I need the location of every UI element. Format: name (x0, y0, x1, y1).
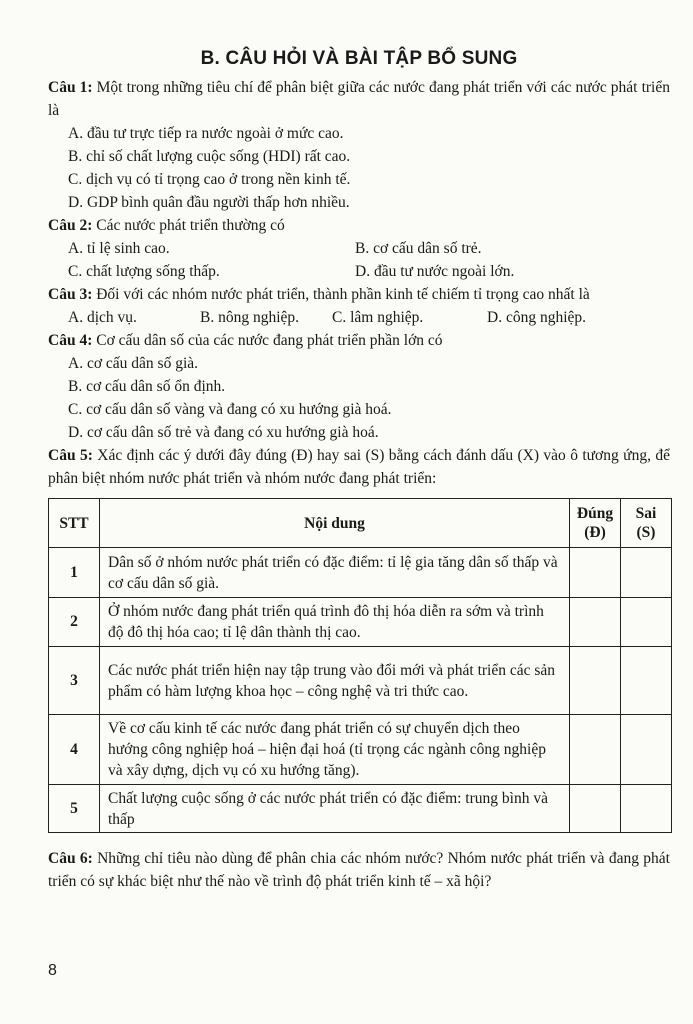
question-4-option-d: D. cơ cấu dân số trẻ và đang có xu hướng già hoá. (68, 424, 379, 441)
question-4 (48, 329, 670, 444)
question-4-option-c: C. cơ cấu dân số vàng và đang có xu hướng già hoá. (68, 401, 392, 418)
question-2-text: Các nước phát triển thường có (92, 217, 285, 234)
table-row (49, 647, 672, 715)
table-row (49, 598, 672, 647)
question-1 (48, 76, 670, 214)
question-1-option-c: C. dịch vụ có tỉ trọng cao ở trong nền kinh tế. (68, 171, 351, 188)
header-sai (621, 499, 672, 548)
question-1-stem (48, 76, 670, 122)
page-number: 8 (48, 962, 57, 979)
question-4-text: Cơ cấu dân số của các nước đang phát triển phần lớn có (92, 332, 443, 349)
row-stt: 2 (49, 598, 100, 647)
question-2-option-a: A. tỉ lệ sinh cao. (68, 240, 170, 257)
header-content: Nội dung (100, 499, 570, 548)
question-4-option-a: A. cơ cấu dân số già. (68, 355, 199, 372)
question-1-label: Câu 1: (48, 79, 93, 96)
sai-checkbox-cell[interactable] (621, 715, 672, 785)
question-1-option-a: A. đầu tư trực tiếp ra nước ngoài ở mức cao. (68, 125, 344, 142)
question-3 (48, 283, 670, 329)
section-title: B. CÂU HỎI VÀ BÀI TẬP BỔ SUNG (200, 48, 518, 69)
question-2-option-b: B. cơ cấu dân số trẻ. (355, 240, 482, 257)
question-3-option-c: C. lâm nghiệp. (332, 309, 424, 326)
header-stt: STT (49, 499, 100, 548)
dung-checkbox-cell[interactable] (570, 715, 621, 785)
row-content: Ở nhóm nước đang phát triển quá trình đô thị hóa diễn ra sớm và trình độ đô thị hóa cao; tỉ lệ dân thành thị cao. (100, 598, 570, 647)
table-row (49, 785, 672, 833)
row-content: Về cơ cấu kinh tế các nước đang phát triển có sự chuyển dịch theo hướng công nghiệp hoá – hiện đại hoá (tỉ trọng các ngành công nghiệp và xây dựng, dịch vụ có xu hướng tăng). (100, 715, 570, 785)
question-2 (48, 214, 670, 283)
question-2-stem (48, 214, 670, 237)
question-5-text: Xác định các ý dưới đây đúng (Đ) hay sai (S) bằng cách đánh dấu (X) vào ô tương ứng, để phân biệt nhóm nước phát triển và nhóm nước đang phát triển: (48, 447, 670, 487)
question-2-label: Câu 2: (48, 217, 93, 234)
question-3-text: Đối với các nhóm nước phát triển, thành phần kinh tế chiếm tỉ trọng cao nhất là (92, 286, 590, 303)
row-content: Dân số ở nhóm nước phát triển có đặc điểm: tỉ lệ gia tăng dân số thấp và cơ cấu dân số già. (100, 548, 570, 598)
dung-checkbox-cell[interactable] (570, 548, 621, 598)
question-5 (48, 444, 670, 833)
row-content: Các nước phát triển hiện nay tập trung vào đổi mới và phát triển các sản phẩm có hàm lượng khoa học – công nghệ và tri thức cao. (100, 647, 570, 715)
question-6-label: Câu 6: (48, 850, 93, 867)
question-6-stem (48, 847, 670, 893)
question-5-stem (48, 444, 670, 490)
question-1-option-d: D. GDP bình quân đầu người thấp hơn nhiều. (68, 194, 350, 211)
header-sai-label: Sai (635, 505, 657, 522)
question-1-option-b: B. chỉ số chất lượng cuộc sống (HDI) rất cao. (68, 148, 351, 165)
header-dung-abbrev: (Đ) (584, 524, 606, 541)
sai-checkbox-cell[interactable] (621, 548, 672, 598)
question-6 (48, 847, 670, 893)
dung-checkbox-cell[interactable] (570, 647, 621, 715)
dung-checkbox-cell[interactable] (570, 785, 621, 833)
question-1-text: Một trong những tiêu chí để phân biệt giữa các nước đang phát triển với các nước phát triển là (48, 79, 670, 119)
row-stt: 3 (49, 647, 100, 715)
sai-checkbox-cell[interactable] (621, 785, 672, 833)
row-content: Chất lượng cuộc sống ở các nước phát triển có đặc điểm: trung bình và thấp (100, 785, 570, 833)
question-3-stem (48, 283, 670, 306)
question-4-stem (48, 329, 670, 352)
question-3-option-b: B. nông nghiệp. (200, 309, 300, 326)
table-header-row (49, 499, 672, 548)
header-sai-abbrev: (S) (636, 524, 656, 541)
question-2-options-row-2 (48, 260, 670, 283)
row-stt: 1 (49, 548, 100, 598)
question-4-option-b: B. cơ cấu dân số ổn định. (68, 378, 226, 395)
row-stt: 4 (49, 715, 100, 785)
question-3-label: Câu 3: (48, 286, 93, 303)
page (48, 40, 670, 893)
question-2-option-d: D. đầu tư nước ngoài lớn. (355, 263, 515, 280)
question-3-option-d: D. công nghiệp. (487, 309, 587, 326)
question-4-label: Câu 4: (48, 332, 93, 349)
question-5-label: Câu 5: (48, 447, 93, 464)
question-3-options-row (48, 306, 670, 329)
header-dung-label: Đúng (576, 505, 614, 522)
header-dung (570, 499, 621, 548)
sai-checkbox-cell[interactable] (621, 647, 672, 715)
table-row (49, 715, 672, 785)
dung-checkbox-cell[interactable] (570, 598, 621, 647)
sai-checkbox-cell[interactable] (621, 598, 672, 647)
row-stt: 5 (49, 785, 100, 833)
question-3-option-a: A. dịch vụ. (68, 309, 137, 326)
question-6-text: Những chỉ tiêu nào dùng để phân chia các nhóm nước? Nhóm nước phát triển và đang phát triển có sự khác biệt như thế nào về trình độ phát triển kinh tế – xã hội? (48, 850, 670, 890)
table-row (49, 548, 672, 598)
question-2-option-c: C. chất lượng sống thấp. (68, 263, 220, 280)
question-2-options-row-1 (48, 237, 670, 260)
true-false-table (48, 498, 672, 833)
